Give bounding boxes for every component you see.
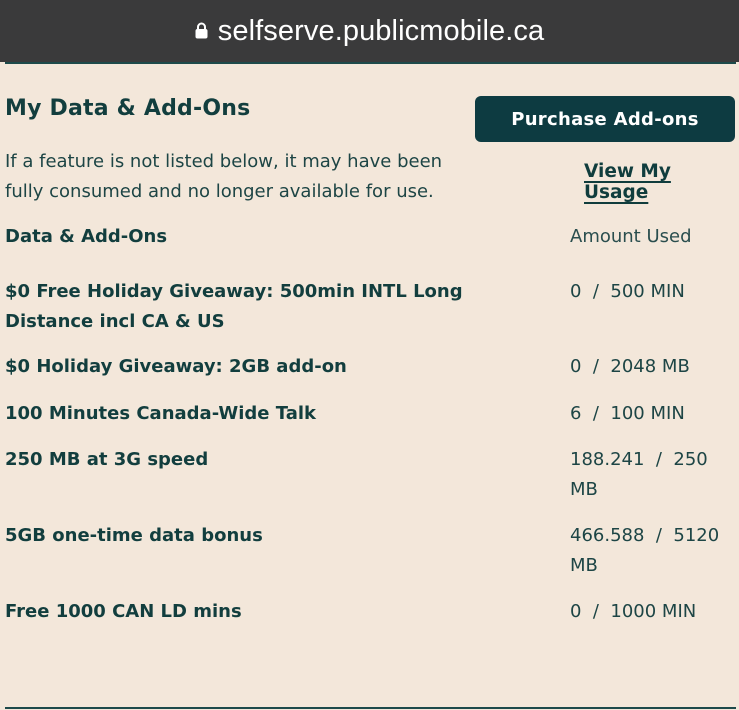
addon-name: $0 Holiday Giveaway: 2GB add-on [5,356,347,377]
addon-amount: 188.241 / 250 MB [570,449,714,500]
url-display[interactable] [195,15,544,48]
bottom-divider [5,707,736,709]
column-header-data-add-ons: Data & Add-Ons [5,226,168,247]
lock-icon [195,22,208,39]
browser-url-bar[interactable] [0,0,739,62]
addon-name: 250 MB at 3G speed [5,449,209,470]
addon-amount: 0 / 2048 MB [570,356,690,377]
addon-amount: 0 / 500 MIN [570,281,685,302]
addon-name: $0 Free Holiday Giveaway: 500min INTL Long Distance incl CA & US [5,281,463,332]
availability-note: If a feature is not listed below, it may have been fully consumed and no longer available for use. [5,151,443,202]
view-my-usage-link[interactable]: View My Usage [584,161,671,203]
top-divider [5,62,736,64]
addon-amount: 6 / 100 MIN [570,403,685,424]
page-title: My Data & Add-Ons [5,96,251,121]
purchase-add-ons-button[interactable]: Purchase Add-ons [475,96,735,142]
addon-name: 100 Minutes Canada-Wide Talk [5,403,316,424]
addon-name: Free 1000 CAN LD mins [5,601,242,622]
url-text: selfserve.publicmobile.ca [217,14,545,47]
addon-name: 5GB one-time data bonus [5,525,263,546]
addon-amount: 466.588 / 5120 MB [570,525,725,576]
column-header-amount-used: Amount Used [570,226,692,247]
addon-amount: 0 / 1000 MIN [570,601,697,622]
